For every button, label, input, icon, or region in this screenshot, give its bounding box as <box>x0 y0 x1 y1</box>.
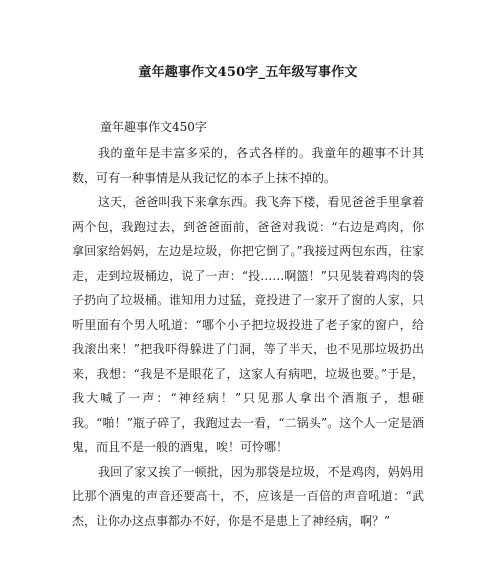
paragraph: 我回了家又挨了一顿批，因为那袋是垃圾，不是鸡肉，妈妈用比那个酒鬼的声音还要高十，不，应该是一百倍的声音吼道：“武杰，让你办这点事都办不好，你是不是患上了神经病，啊？” <box>72 464 424 528</box>
document-body <box>72 141 424 533</box>
document-title: 童年趣事作文450字_五年级写事作文 <box>138 65 358 80</box>
paragraph: 我的童年是丰富多采的，各式各样的。我童年的趣事不计其数，可有一种事情是从我记忆的本子上抹不掉的。 <box>72 146 424 185</box>
paragraph: 这天，爸爸叫我下来拿东西。我飞奔下楼，看见爸爸手里拿着两个包，我跑过去，到爸爸面前，爸爸对我说：“右边是鸡肉，你拿回家给妈妈，左边是垃圾，你把它倒了。”我接过两包东西，往家走，走到垃圾桶边，说了一声：“投……啊篮！”只见装着鸡肉的袋子扔向了垃圾桶。谁知用力过猛，竟投进了一家开了窗的人家，只听里面有个男人吼道：“哪个小子把垃圾投进了老子家的窗户，给我滚出来！”把我吓得躲进了门洞，等了半天，也不见那垃圾扔出来，我想：“我是不是眼花了，这家人有病吧，垃圾也要。”于是，我大喊了一声：“神经病！”只见那人拿出个酒瓶子，想砸我。“啪！”瓶子碎了，我跑过去一看，“二锅头”。这个人一定是酒鬼，而且不是一般的酒鬼，唉！可怜哪！ <box>72 195 424 454</box>
document-subtitle: 童年趣事作文450字 <box>100 120 207 134</box>
